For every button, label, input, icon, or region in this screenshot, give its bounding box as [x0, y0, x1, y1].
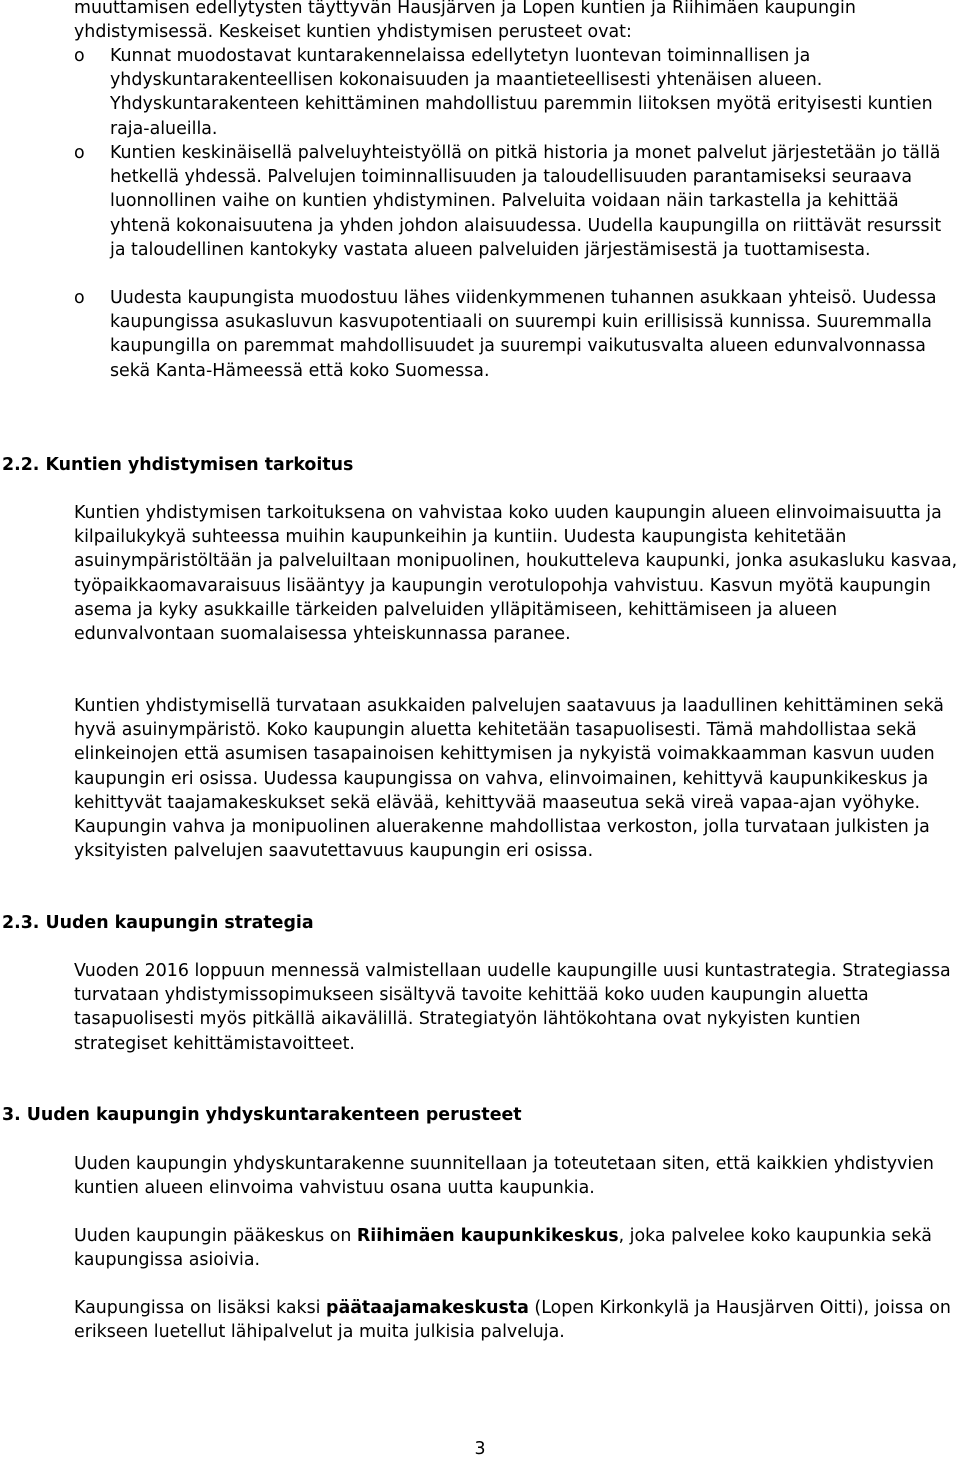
intro-paragraph: muuttamisen edellytysten täyttyvän Hausjärven ja Lopen kuntien ja Riihimäen kaupungin yhdistymisessä. Keskeiset kuntien yhdistymisen perusteet ovat:: [74, 0, 856, 43]
page-number: 3: [474, 1439, 486, 1459]
paragraph-text: Uuden kaupungin pääkeskus on: [74, 1226, 357, 1246]
list-item-text: Kuntien keskinäisellä palveluyhteistyöllä on pitkä historia ja monet palvelut järjestetään jo tällä hetkellä yhdessä. Palvelujen toiminnallisuuden ja taloudellisuuden parantamiseksi seuraava luonnollinen vaihe on kuntien yhdistyminen. Palveluita voidaan näin tarkastella ja kehittää yhtenä kokonaisuutena ja yhden johdon alaisuudessa. Uudella kaupungilla on riittävät resurssit ja taloudellinen kantokyky vastata alueen palveluiden järjestämisestä ja tuottamisesta.: [110, 143, 942, 260]
emphasis-main-center: Riihimäen kaupunkikeskus: [356, 1226, 619, 1246]
section-2-2-paragraph-1: Kuntien yhdistymisen tarkoituksena on vahvistaa koko uuden kaupungin alueen elinvoimaisuutta ja kilpailukykyä suhteessa muihin kaupunkeihin ja kuntiin. Uudesta kaupungista kehitetään asuinympäristöltään ja palveluiltaan monipuolinen, houkutteleva kaupunki, jonka asukasluku kasvaa, työpaikkaomavaraisuus lisääntyy ja kaupungin verotulopohja vahvistuu. Kasvun myötä kaupungin asema ja kyky asukkaille tärkeiden palveluiden ylläpitämiseen, kehittämiseen ja alueen edunvalvontaan suomalaisessa yhteiskunnassa paranee.: [74, 503, 958, 645]
section-2-3-paragraph: Vuoden 2016 loppuun mennessä valmistellaan uudelle kaupungille uusi kuntastrategia. Strategiassa turvataan yhdistymissopimukseen sisältyvä tavoite kehittää koko uuden kaupungin aluetta tasapuolisesti myös pitkällä aikavälillä. Strategiatyön lähtökohtana ovat nykyisten kuntien strategiset kehittämistavoitteet.: [74, 961, 951, 1054]
paragraph-text: Kaupungissa on lisäksi kaksi: [74, 1298, 327, 1318]
paragraph-text: (Lopen Kirkonkylä ja Hausjärven Oitti), joissa on erikseen luetellut lähipalvelut ja muita julkisia palveluja.: [74, 1298, 951, 1343]
bullet-icon: o: [74, 46, 85, 66]
section-heading-2-3: 2.3. Uuden kaupungin strategia: [2, 913, 314, 933]
emphasis-town-centers: päätaajamakeskusta: [326, 1298, 529, 1318]
section-3-paragraph-1: Uuden kaupungin yhdyskuntarakenne suunnitellaan ja toteutetaan siten, että kaikkien yhdistyvien kuntien alueen elinvoima vahvistuu osana uutta kaupunkia.: [74, 1154, 934, 1199]
section-heading-3: 3. Uuden kaupungin yhdyskuntarakenteen perusteet: [2, 1105, 522, 1125]
paragraph-text: , joka palvelee koko kaupunkia sekä kaupungissa asioivia.: [74, 1226, 932, 1271]
bullet-icon: o: [74, 143, 85, 163]
section-3-paragraph-3: [74, 1296, 958, 1344]
section-2-2-paragraph-2: Kuntien yhdistymisellä turvataan asukkaiden palvelujen saatavuus ja laadullinen kehittäminen sekä hyvä asuinympäristö. Koko kaupungin aluetta kehitetään tasapuolisesti. Tämä mahdollistaa sekä elinkeinojen että asumisen tasapainoisen kehittymisen ja nykyistä voimakkaamman kasvun uuden kaupungin eri osissa. Uudessa kaupungissa on vahva, elinvoimainen, kehittyvä kaupunkikeskus ja kehittyvät taajamakeskukset sekä elävää, kehittyvää maaseutua sekä vireä vapaa-ajan vyöhyke. Kaupungin vahva ja monipuolinen aluerakenne mahdollistaa verkoston, jolla turvataan julkisten ja yksityisten palvelujen saavutettavuus kaupungin eri osissa.: [74, 696, 944, 862]
list-item-text: Uudesta kaupungista muodostuu lähes viidenkymmenen tuhannen asukkaan yhteisö. Uudessa kaupungissa asukasluvun kasvupotentiaali on suurempi kuin erillisissä kunnissa. Suuremmalla kaupungilla on paremmat mahdollisuudet ja suurempi vaikutusvalta alueen edunvalvonnassa sekä Kanta-Hämeessä että koko Suomessa.: [110, 288, 937, 381]
section-3-paragraph-2: [74, 1224, 958, 1272]
section-heading-2-2: 2.2. Kuntien yhdistymisen tarkoitus: [2, 455, 354, 475]
list-item-text: Kunnat muodostavat kuntarakennelaissa edellytetyn luontevan toiminnallisen ja yhdyskuntarakenteellisen kokonaisuuden ja maantieteellisesti yhtenäisen alueen. Yhdyskuntarakenteen kehittäminen mahdollistuu paremmin liitoksen myötä erityisesti kuntien raja-alueilla.: [110, 46, 933, 139]
bullet-icon: o: [74, 288, 85, 308]
